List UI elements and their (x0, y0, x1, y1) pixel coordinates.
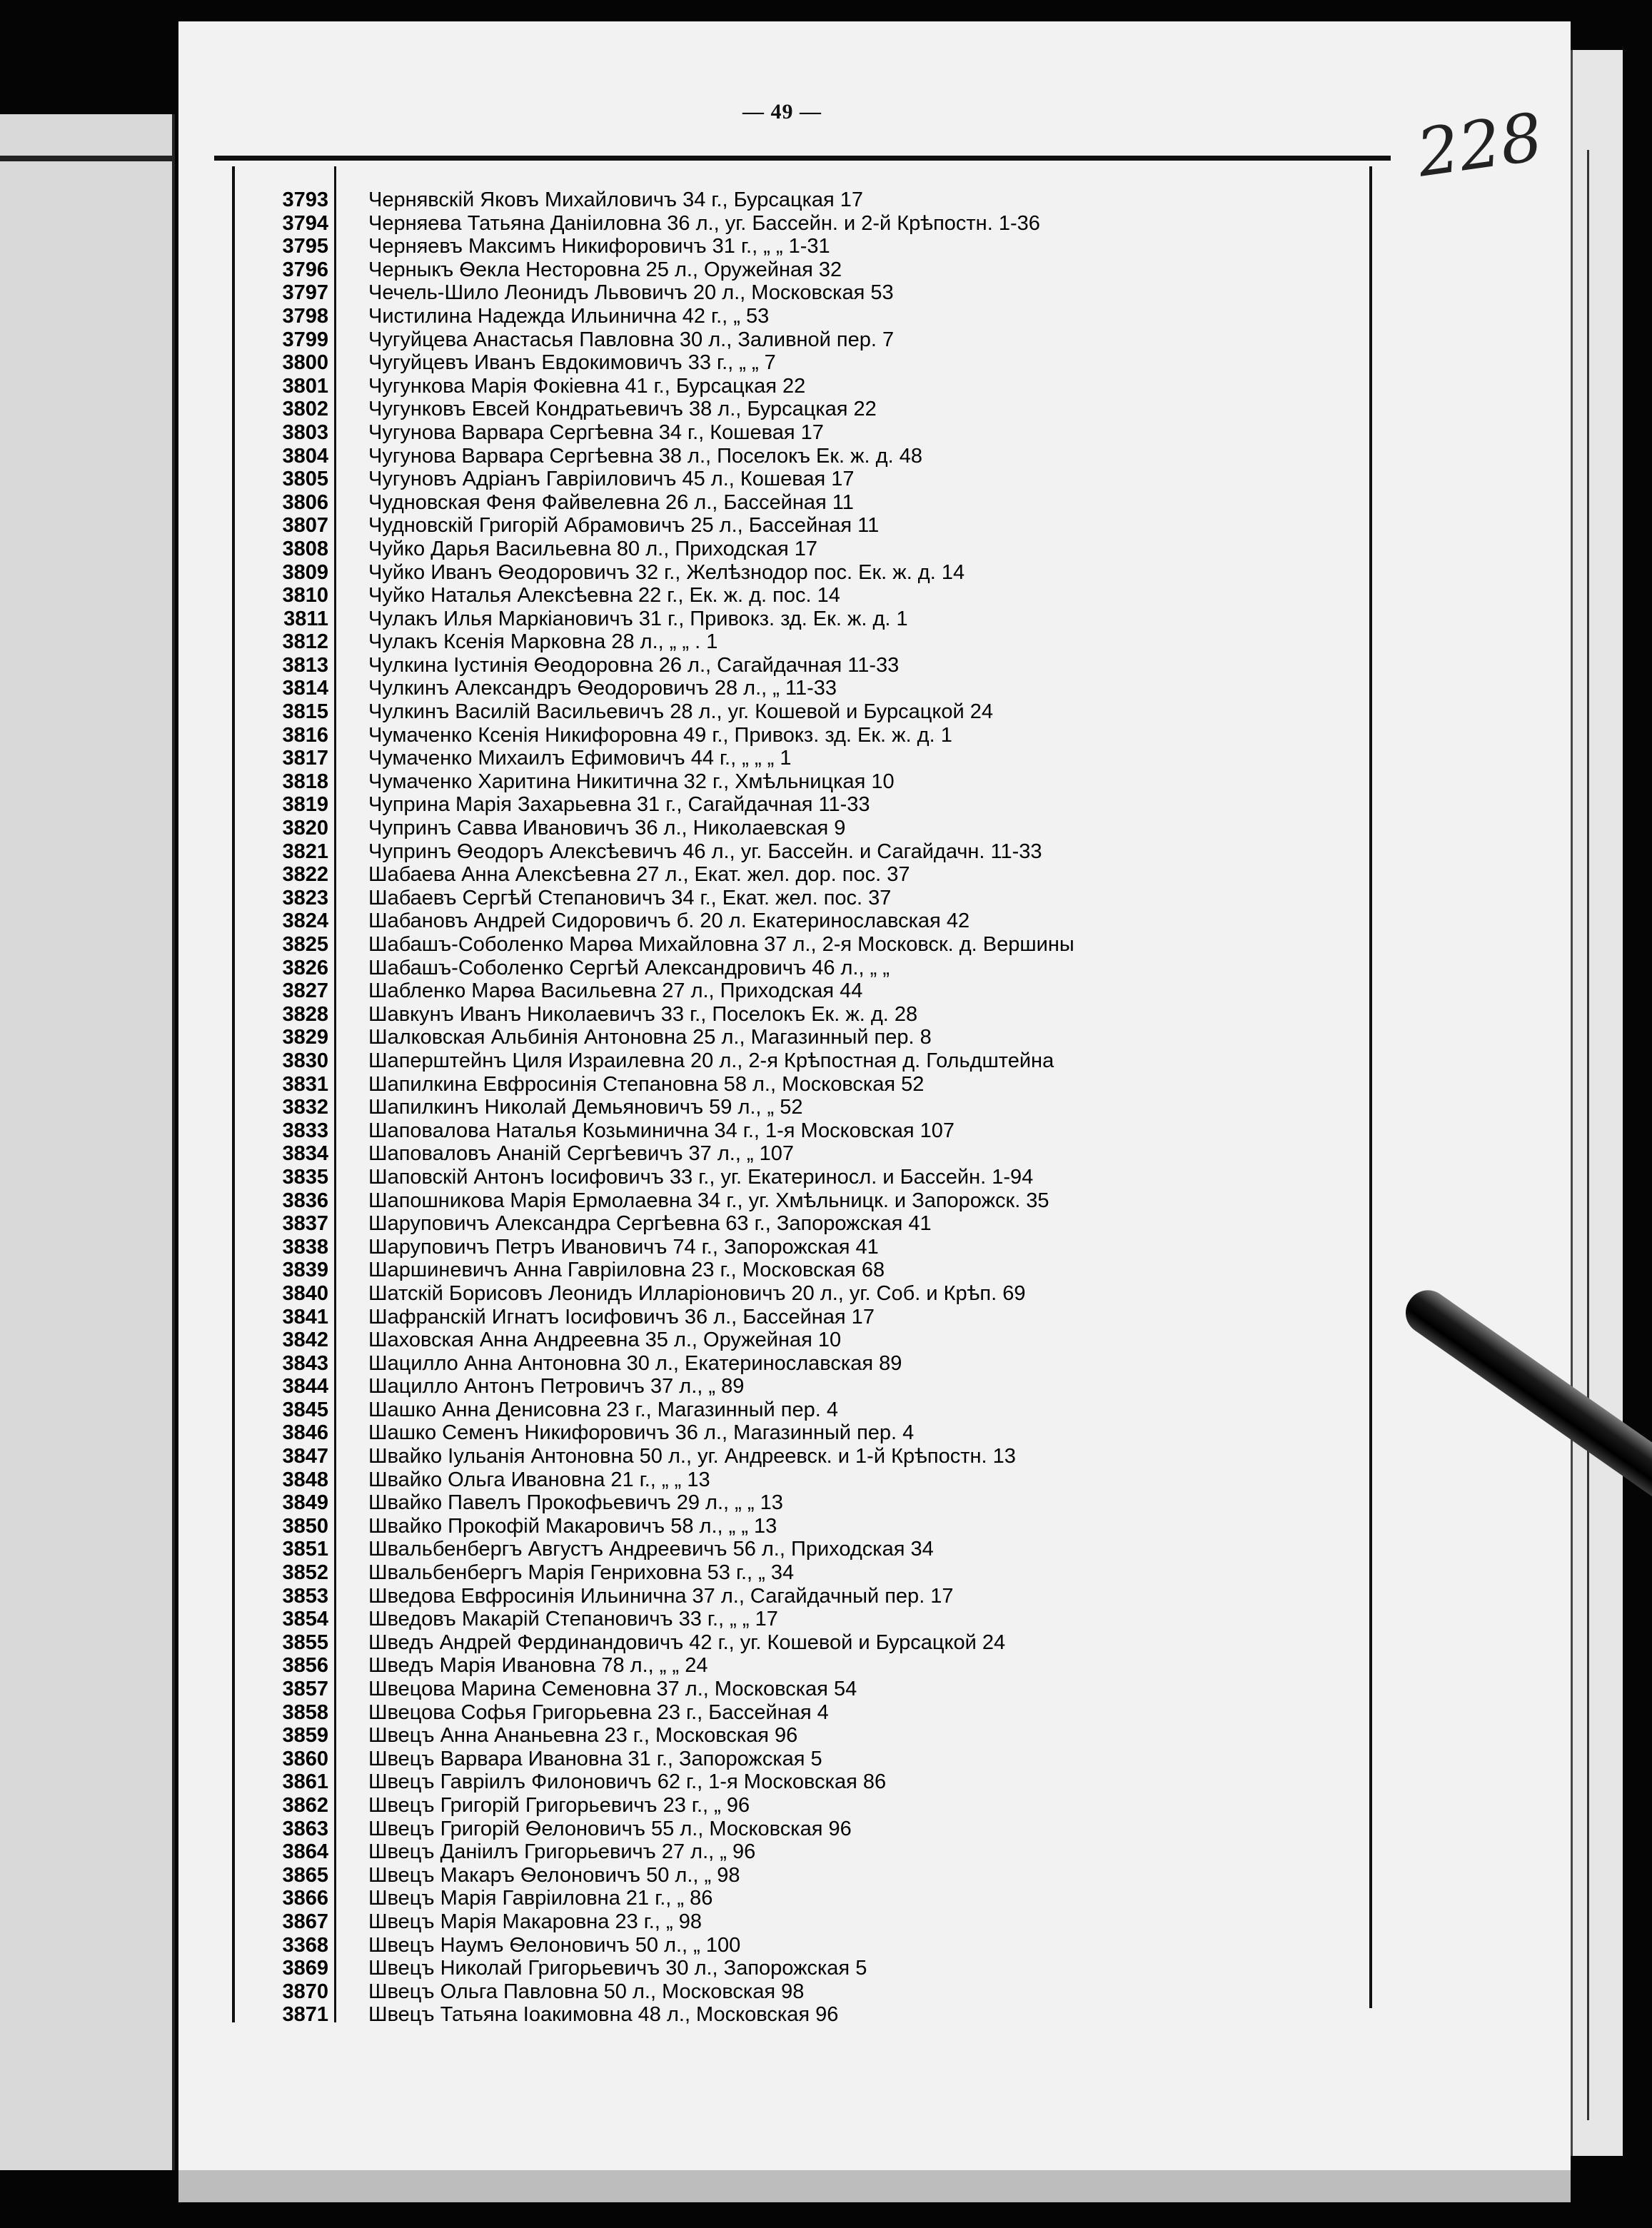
record-text: Чупринъ Ѳеодоръ Алексѣевичъ 46 л., уг. Бассейн. и Сагайдачн. 11-33 (368, 840, 1042, 863)
record-number: 3814 (282, 677, 328, 700)
record-row (243, 1864, 1367, 1887)
record-text: Шацилло Антонъ Петровичъ 37 л., „ 89 (368, 1375, 745, 1398)
record-text: Швецъ Марія Гавріиловна 21 г., „ 86 (368, 1887, 713, 1910)
record-row (243, 1701, 1367, 1725)
record-text: Шабаевъ Сергѣй Степановичъ 34 г., Екат. жел. пос. 37 (368, 886, 892, 909)
record-number: 3836 (282, 1189, 328, 1212)
record-number: 3849 (282, 1491, 328, 1515)
record-row (243, 1840, 1367, 1864)
record-number: 3832 (282, 1096, 328, 1119)
handwritten-folio-number: 228 (1412, 99, 1548, 192)
record-row (243, 1306, 1367, 1329)
record-number: 3840 (282, 1281, 328, 1305)
record-number: 3824 (282, 909, 328, 933)
record-row (243, 1073, 1367, 1097)
record-text: Швальбенбергъ Марія Генриховна 53 г., „ 34 (368, 1561, 795, 1585)
record-number: 3869 (282, 1957, 328, 1980)
record-text: Чулкинъ Василій Васильевичъ 28 л., уг. Кошевой и Бурсацкой 24 (368, 700, 993, 724)
record-row (243, 1003, 1367, 1027)
record-row (243, 258, 1367, 282)
record-number: 3815 (282, 700, 328, 724)
record-text: Чугуйцевъ Иванъ Евдокимовичъ 33 г., „ „ 7 (368, 351, 776, 375)
record-text: Чудновская Феня Файвелевна 26 л., Бассейная 11 (368, 490, 854, 514)
record-text: Шабановъ Андрей Сидоровичъ б. 20 л. Екатеринославская 42 (368, 909, 970, 933)
record-row (243, 445, 1367, 468)
record-number: 3801 (282, 374, 328, 398)
record-number: 3829 (282, 1026, 328, 1049)
record-text: Швайко Ольга Ивановна 21 г., „ „ 13 (368, 1468, 710, 1491)
record-text: Чугуйцева Анастасья Павловна 30 л., Заливной пер. 7 (368, 328, 895, 351)
record-text: Швальбенбергъ Августъ Андреевичъ 56 л., Приходская 34 (368, 1538, 934, 1561)
page-right-margin (1571, 50, 1623, 2156)
record-number: 3793 (282, 188, 328, 211)
record-row (243, 1166, 1367, 1189)
record-number: 3811 (283, 607, 328, 630)
record-row (243, 305, 1367, 328)
record-row (243, 1282, 1367, 1306)
record-number: 3803 (282, 420, 328, 444)
record-text: Чуйко Дарья Васильевна 80 л., Приходская 17 (368, 537, 818, 560)
record-number: 3856 (282, 1654, 328, 1678)
record-number: 3845 (282, 1398, 328, 1421)
record-row (243, 909, 1367, 933)
record-number: 3834 (282, 1142, 328, 1166)
record-number: 3818 (282, 770, 328, 793)
record-number: 3806 (282, 490, 328, 514)
record-row (243, 1468, 1367, 1492)
record-row (243, 281, 1367, 305)
record-row (243, 1818, 1367, 1841)
record-number: 3871 (282, 2003, 328, 2027)
record-text: Швецъ Наумъ Ѳелоновичъ 50 л., „ 100 (368, 1933, 741, 1957)
record-row (243, 630, 1367, 654)
facing-page-edge (0, 114, 175, 2170)
record-text: Черняева Татьяна Даніиловна 36 л., уг. Бассейн. и 2-й Крѣпостн. 1-36 (368, 211, 1040, 235)
record-number: 3794 (282, 211, 328, 235)
record-number: 3858 (282, 1700, 328, 1724)
record-number: 3861 (282, 1770, 328, 1794)
record-number: 3835 (282, 1165, 328, 1189)
record-number: 3816 (282, 723, 328, 747)
frame-left-rule (232, 166, 235, 2022)
record-text: Шаруповичъ Петръ Ивановичъ 74 г., Запорожская 41 (368, 1235, 879, 1259)
record-number: 3817 (282, 747, 328, 770)
record-number: 3813 (282, 653, 328, 677)
record-row (243, 491, 1367, 515)
record-text: Чупринъ Савва Ивановичъ 36 л., Николаевская 9 (368, 817, 846, 840)
record-text: Швецъ Даніилъ Григорьевичъ 27 л., „ 96 (368, 1840, 756, 1864)
record-number: 3851 (282, 1538, 328, 1561)
record-text: Швецъ Татьяна Іоакимовна 48 л., Московская 96 (368, 2003, 839, 2027)
record-row (243, 700, 1367, 724)
record-row (243, 933, 1367, 957)
record-row (243, 1515, 1367, 1538)
record-row (243, 468, 1367, 491)
record-row (243, 421, 1367, 445)
record-row (243, 1678, 1367, 1701)
record-row (243, 840, 1367, 864)
record-number: 3802 (282, 398, 328, 421)
record-row (243, 887, 1367, 910)
record-text: Швецъ Григорій Ѳелоновичъ 55 л., Московская 96 (368, 1817, 852, 1840)
record-text: Чуприна Марія Захарьевна 31 г., Сагайдачная 11-33 (368, 793, 870, 817)
record-number: 3863 (282, 1817, 328, 1840)
record-text: Шапошникова Марія Ермолаевна 34 г., уг. Хмѣльницк. и Запорожск. 35 (368, 1189, 1049, 1212)
record-text: Чистилина Надежда Ильинична 42 г., „ 53 (368, 304, 770, 328)
record-text: Швецъ Марія Макаровна 23 г., „ 98 (368, 1910, 702, 1933)
record-row (243, 817, 1367, 840)
record-number: 3800 (282, 351, 328, 375)
record-row (243, 608, 1367, 631)
record-row (243, 561, 1367, 585)
record-text: Швецова Марина Семеновна 37 л., Московская 54 (368, 1678, 857, 1700)
record-row (243, 1910, 1367, 1934)
record-text: Шаповалова Наталья Козьминична 34 г., 1-я Московская 107 (368, 1119, 955, 1142)
record-row (243, 677, 1367, 700)
record-row (243, 1585, 1367, 1608)
record-number: 3865 (282, 1863, 328, 1887)
record-row (243, 1259, 1367, 1282)
record-text: Чумаченко Михаилъ Ефимовичъ 44 г., „ „ „ 1 (368, 747, 792, 770)
record-number: 3807 (282, 514, 328, 538)
record-row (243, 1748, 1367, 1771)
record-text: Чуйко Иванъ Ѳеодоровичъ 32 г., Желѣзнодор пос. Ек. ж. д. 14 (368, 560, 965, 584)
record-number: 3867 (282, 1910, 328, 1933)
record-text: Швецъ Николай Григорьевичъ 30 л., Запорожская 5 (368, 1957, 867, 1980)
record-row (243, 654, 1367, 677)
record-number: 3822 (282, 863, 328, 887)
record-text: Шведова Евфросинія Ильинична 37 л., Сагайдачный пер. 17 (368, 1584, 954, 1608)
record-text: Шведовъ Макарій Степановичъ 33 г., „ „ 17 (368, 1608, 778, 1631)
record-number: 3855 (282, 1630, 328, 1654)
record-number: 3799 (282, 328, 328, 351)
record-number: 3831 (282, 1072, 328, 1096)
record-row (243, 724, 1367, 747)
record-row (243, 1631, 1367, 1655)
record-row (243, 1142, 1367, 1166)
record-text: Шабленко Марѳа Васильевна 27 л., Приходская 44 (368, 979, 863, 1003)
record-number: 3844 (282, 1375, 328, 1398)
record-number: 3819 (282, 793, 328, 817)
record-text: Чернявскій Яковъ Михайловичъ 34 г., Бурсацкая 17 (368, 188, 864, 211)
record-text: Швецъ Анна Ананьевна 23 г., Московская 96 (368, 1724, 798, 1748)
record-row (243, 979, 1367, 1003)
record-text: Шалковская Альбинія Антоновна 25 л., Магазинный пер. 8 (368, 1026, 932, 1049)
record-number: 3368 (282, 1933, 328, 1957)
record-number: 3808 (282, 537, 328, 560)
record-text: Шацилло Анна Антоновна 30 л., Екатеринославская 89 (368, 1351, 902, 1375)
record-number: 3823 (282, 886, 328, 909)
record-text: Шафранскій Игнатъ Іосифовичъ 36 л., Бассейная 17 (368, 1305, 875, 1329)
record-row (243, 235, 1367, 258)
record-row (243, 1724, 1367, 1748)
page-number: — 49 — (742, 100, 822, 124)
record-text: Швайко Іульанія Антоновна 50 л., уг. Андреевск. и 1-й Крѣпостн. 13 (368, 1445, 1016, 1468)
record-row (243, 1770, 1367, 1794)
page-bottom-edge (178, 2170, 1571, 2202)
record-text: Шаршиневичъ Анна Гавріиловна 23 г., Московская 68 (368, 1259, 885, 1282)
record-number: 3837 (282, 1212, 328, 1236)
record-row (243, 584, 1367, 608)
record-number: 3796 (282, 258, 328, 281)
record-number: 3838 (282, 1235, 328, 1259)
record-row (243, 793, 1367, 817)
record-row (243, 398, 1367, 421)
facing-page-rule (0, 156, 175, 161)
record-number: 3828 (282, 1002, 328, 1026)
record-text: Шапилкина Евфросинія Степановна 58 л., Московская 52 (368, 1072, 925, 1096)
record-text: Чумаченко Ксенія Никифоровна 49 г., Привокз. зд. Ек. ж. д. 1 (368, 723, 952, 747)
record-row (243, 1212, 1367, 1236)
record-text: Швецъ Ольга Павловна 50 л., Московская 98 (368, 1980, 805, 2003)
record-text: Чулкина Іустинія Ѳеодоровна 26 л., Сагайдачная 11-33 (368, 653, 900, 677)
record-number: 3848 (282, 1468, 328, 1491)
record-row (243, 1491, 1367, 1515)
record-text: Швецъ Варвара Ивановна 31 г., Запорожская 5 (368, 1747, 822, 1770)
record-row (243, 2003, 1367, 2027)
record-text: Шаруповичъ Александра Сергѣевна 63 г., Запорожская 41 (368, 1212, 932, 1236)
record-number: 3860 (282, 1747, 328, 1770)
record-row (243, 1654, 1367, 1678)
record-text: Черныкъ Ѳекла Несторовна 25 л., Оружейная 32 (368, 258, 842, 281)
record-number: 3850 (282, 1514, 328, 1538)
margin-line (1587, 150, 1589, 2120)
record-number: 3820 (282, 817, 328, 840)
record-text: Шабашъ-Соболенко Марѳа Михайловна 37 л., 2-я Московск. д. Вершины (368, 933, 1074, 956)
record-text: Чуйко Наталья Алексѣевна 22 г., Ек. ж. д. пос. 14 (368, 584, 840, 608)
record-number: 3827 (282, 979, 328, 1003)
record-number: 3857 (282, 1678, 328, 1700)
record-row (243, 1794, 1367, 1818)
record-row (243, 1119, 1367, 1143)
record-number: 3864 (282, 1840, 328, 1864)
record-number: 3859 (282, 1724, 328, 1748)
header-rule (214, 156, 1391, 161)
record-row (243, 957, 1367, 980)
record-text: Швецова Софья Григорьевна 23 г., Бассейная 4 (368, 1700, 829, 1724)
record-number: 3841 (282, 1305, 328, 1329)
record-number: 3862 (282, 1793, 328, 1817)
record-row (243, 538, 1367, 561)
page-gutter (172, 114, 175, 2170)
record-number: 3866 (282, 1887, 328, 1910)
record-text: Чечель-Шило Леонидъ Львовичъ 20 л., Московская 53 (368, 281, 894, 305)
record-row (243, 1957, 1367, 1980)
record-text: Швайко Павелъ Прокофьевичъ 29 л., „ „ 13 (368, 1491, 783, 1515)
record-text: Шведъ Андрей Фердинандовичъ 42 г., уг. Кошевой и Бурсацкой 24 (368, 1630, 1006, 1654)
record-text: Швецъ Гавріилъ Филоновичъ 62 г., 1-я Московская 86 (368, 1770, 887, 1794)
record-row (243, 1375, 1367, 1398)
record-row (243, 770, 1367, 794)
record-text: Чугунковъ Евсей Кондратьевичъ 38 л., Бурсацкая 22 (368, 398, 877, 421)
record-number: 3846 (282, 1421, 328, 1445)
record-row (243, 1980, 1367, 2004)
record-row (243, 1421, 1367, 1445)
record-text: Чулакъ Илья Маркіановичъ 31 г., Привокз. зд. Ек. ж. д. 1 (368, 607, 908, 630)
record-text: Чудновскій Григорій Абрамовичъ 25 л., Бассейная 11 (368, 514, 880, 538)
record-row (243, 1887, 1367, 1910)
record-text: Шапилкинъ Николай Демьяновичъ 59 л., „ 52 (368, 1096, 803, 1119)
record-number: 3852 (282, 1561, 328, 1585)
record-text: Шатскій Борисовъ Леонидъ Илларіоновичъ 20 л., уг. Соб. и Крѣп. 69 (368, 1281, 1026, 1305)
record-row (243, 1049, 1367, 1073)
record-row (243, 747, 1367, 770)
record-text: Шашко Семенъ Никифоровичъ 36 л., Магазинный пер. 4 (368, 1421, 915, 1445)
record-row (243, 514, 1367, 538)
record-number: 3847 (282, 1445, 328, 1468)
frame-right-rule (1369, 166, 1372, 2008)
record-text: Чугунова Варвара Сергѣевна 38 л., Поселокъ Ек. ж. д. 48 (368, 444, 922, 468)
record-text: Швайко Прокофій Макаровичъ 58 л., „ „ 13 (368, 1514, 777, 1538)
record-row (243, 1561, 1367, 1585)
record-number: 3839 (282, 1259, 328, 1282)
record-text: Швецъ Григорій Григорьевичъ 23 г., „ 96 (368, 1793, 750, 1817)
record-text: Шаховская Анна Андреевна 35 л., Оружейная 10 (368, 1329, 842, 1352)
record-text: Шабаева Анна Алексѣевна 27 л., Екат. жел. дор. пос. 37 (368, 863, 910, 887)
record-row (243, 1329, 1367, 1352)
record-number: 3797 (282, 281, 328, 305)
record-number: 3833 (282, 1119, 328, 1142)
record-number: 3826 (282, 956, 328, 979)
record-row (243, 328, 1367, 352)
record-number: 3830 (282, 1049, 328, 1072)
records-list (243, 188, 1367, 2027)
record-text: Чумаченко Харитина Никитична 32 г., Хмѣльницкая 10 (368, 770, 895, 793)
record-text: Чулкинъ Александръ Ѳеодоровичъ 28 л., „ 11-33 (368, 677, 837, 700)
record-row (243, 212, 1367, 236)
record-text: Шаперштейнъ Циля Израилевна 20 л., 2-я Крѣпостная д. Гольдштейна (368, 1049, 1054, 1072)
record-number: 3805 (282, 468, 328, 491)
record-number: 3804 (282, 444, 328, 468)
record-row (243, 863, 1367, 887)
record-number: 3795 (282, 235, 328, 258)
record-row (243, 1096, 1367, 1119)
record-text: Чугункова Марія Фокіевна 41 г., Бурсацкая 22 (368, 374, 806, 398)
record-row (243, 1352, 1367, 1376)
record-number: 3843 (282, 1351, 328, 1375)
record-text: Шабашъ-Соболенко Сергѣй Александровичъ 46 л., „ „ (368, 956, 890, 979)
record-row (243, 1445, 1367, 1468)
record-row (243, 188, 1367, 212)
record-number: 3825 (282, 933, 328, 956)
record-row (243, 1026, 1367, 1049)
record-text: Шавкунъ Иванъ Николаевичъ 33 г., Поселокъ Ек. ж. д. 28 (368, 1002, 918, 1026)
record-number: 3798 (282, 304, 328, 328)
record-row (243, 351, 1367, 375)
record-row (243, 1236, 1367, 1259)
record-text: Шаповскій Антонъ Іосифовичъ 33 г., уг. Екатериносл. и Бассейн. 1-94 (368, 1165, 1034, 1189)
record-number: 3809 (282, 560, 328, 584)
record-number: 3870 (282, 1980, 328, 2003)
record-text: Чугунова Варвара Сергѣевна 34 г., Кошевая 17 (368, 420, 824, 444)
record-row (243, 1538, 1367, 1561)
record-text: Шведъ Марія Ивановна 78 л., „ „ 24 (368, 1654, 708, 1678)
record-number: 3812 (282, 630, 328, 654)
record-text: Швецъ Макаръ Ѳелоновичъ 50 л., „ 98 (368, 1863, 740, 1887)
record-row (243, 375, 1367, 398)
record-row (243, 1398, 1367, 1422)
record-text: Шашко Анна Денисовна 23 г., Магазинный пер. 4 (368, 1398, 838, 1421)
record-number: 3853 (282, 1584, 328, 1608)
record-number: 3821 (282, 840, 328, 863)
record-row (243, 1934, 1367, 1957)
record-number: 3810 (282, 584, 328, 608)
record-text: Черняевъ Максимъ Никифоровичъ 31 г., „ „ 1-31 (368, 235, 830, 258)
record-text: Чугуновъ Адріанъ Гавріиловичъ 45 л., Кошевая 17 (368, 468, 855, 491)
record-text: Шаповаловъ Ананій Сергѣевичъ 37 л., „ 107 (368, 1142, 795, 1166)
record-text: Чулакъ Ксенія Марковна 28 л., „ „ . 1 (368, 630, 718, 654)
record-row (243, 1608, 1367, 1631)
record-row (243, 1189, 1367, 1213)
record-number: 3842 (282, 1329, 328, 1352)
record-number: 3854 (282, 1608, 328, 1631)
